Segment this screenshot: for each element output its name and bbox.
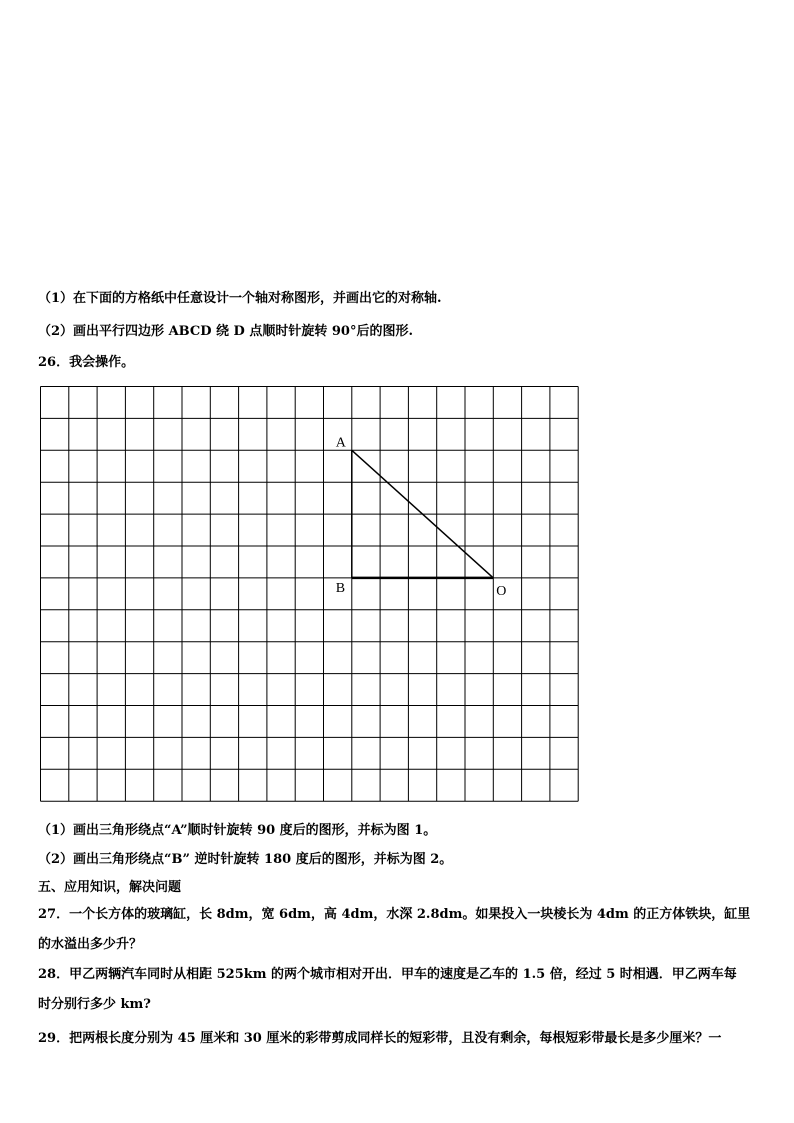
q26-sub-1: （1）画出三角形绕点“A”顺时针旋转 90 度后的图形，并标为图 1。 xyxy=(38,823,437,838)
question-29-line-1: 29．把两根长度分别为 45 厘米和 30 厘米的彩带剪成同样长的短彩带，且没有剩余，每根短彩带最长是多少厘米？一 xyxy=(38,1031,722,1046)
question-28-line-2: 时分别行多少 km? xyxy=(38,997,151,1012)
section-5-heading: 五、应用知识，解决问题 xyxy=(38,880,182,895)
question-26-title: 26．我会操作。 xyxy=(38,355,135,370)
q26-sub-2: （2）画出三角形绕点“B” 逆时针旋转 180 度后的图形，并标为图 2。 xyxy=(38,852,453,867)
vertex-label-a: A xyxy=(335,435,346,451)
question-28-line-1: 28．甲乙两辆汽车同时从相距 525km 的两个城市相对开出．甲车的速度是乙车的 1.5 倍，经过 5 时相遇．甲乙两车每 xyxy=(38,967,737,982)
vertex-label-o: O xyxy=(496,583,507,599)
instruction-line-1: （1）在下面的方格纸中任意设计一个轴对称图形，并画出它的对称轴. xyxy=(38,291,442,306)
question-27-line-1: 27．一个长方体的玻璃缸，长 8dm，宽 6dm，高 4dm，水深 2.8dm。如果投入一块棱长为 4dm 的正方体铁块，缸里 xyxy=(38,907,751,922)
question-27-line-2: 的水溢出多少升？ xyxy=(38,937,143,952)
graph-paper-grid xyxy=(40,386,580,806)
instruction-line-2: （2）画出平行四边形 ABCD 绕 D 点顺时针旋转 90°后的图形. xyxy=(38,324,414,339)
vertex-label-b: B xyxy=(335,580,346,596)
